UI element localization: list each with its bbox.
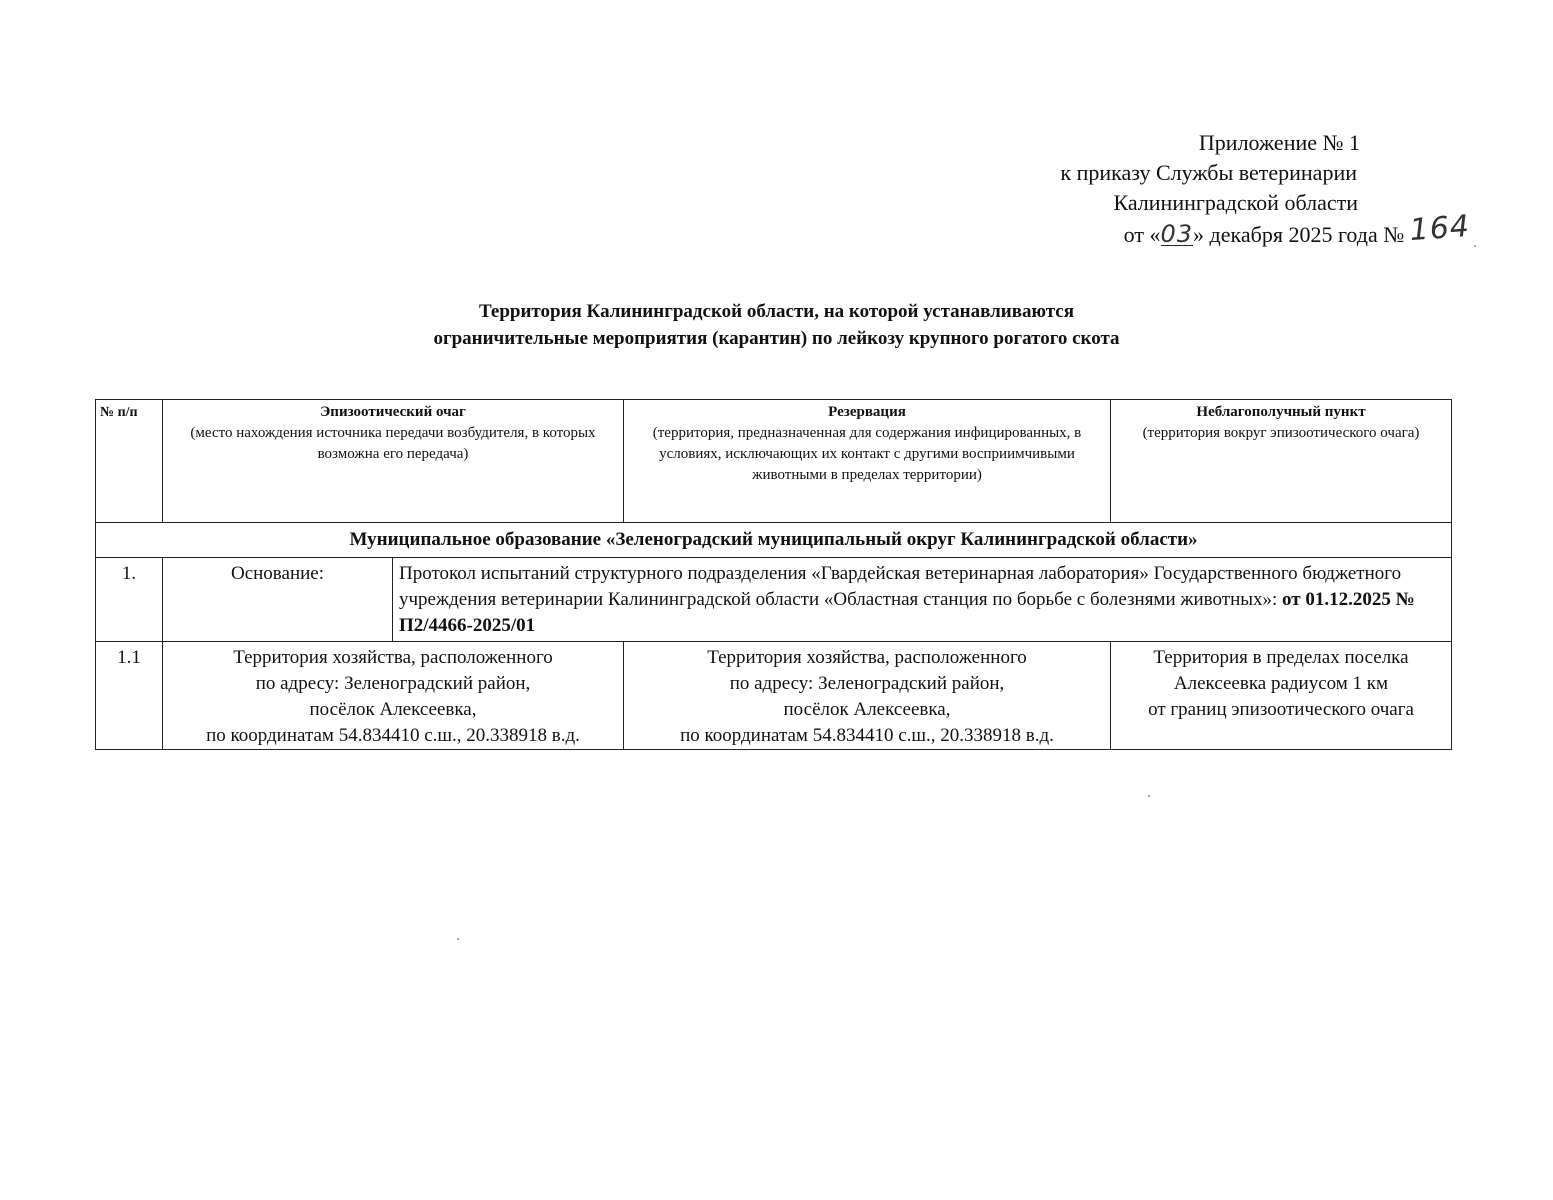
header-focus xyxy=(163,400,624,523)
row-focus-line-1: Территория хозяйства, расположенного xyxy=(233,647,553,668)
basis-text-bold: от 01.12.2025 № П2/4466-2025/01 xyxy=(399,589,1415,636)
appendix-line-4 xyxy=(1030,208,1471,250)
row-reservation-line-2: по адресу: Зеленоградский район, xyxy=(729,673,1005,694)
row-reservation-line-3: посёлок Алексеевка, xyxy=(783,699,951,720)
quarantine-table xyxy=(95,399,1452,750)
row-reservation-line-4: по координатам 54.834410 с.ш., 20.338918 в.д. xyxy=(680,725,1054,746)
row-focus-line-4: по координатам 54.834410 с.ш., 20.338918 в.д. xyxy=(206,725,580,746)
municipality-row xyxy=(96,523,1452,558)
handwritten-day: 03 xyxy=(1160,220,1194,248)
header-point-title: Неблагополучный пункт xyxy=(1196,404,1366,420)
basis-row xyxy=(96,558,1452,642)
row-focus-line-2: по адресу: Зеленоградский район, xyxy=(255,673,531,694)
row-reservation xyxy=(624,642,1111,750)
scan-speck xyxy=(1148,795,1150,797)
row-point xyxy=(1111,642,1452,750)
municipality-cell: Муниципальное образование «Зеленоградский муниципальный округ Калининградской области» xyxy=(96,523,1452,558)
scan-speck xyxy=(457,938,459,940)
row-focus-line-3: посёлок Алексеевка, xyxy=(309,699,477,720)
document-title xyxy=(200,298,1353,352)
scan-speck xyxy=(1474,245,1476,247)
appendix-line-2: к приказу Службы ветеринарии xyxy=(1060,160,1357,185)
appendix-date-middle: » декабря 2025 года № xyxy=(1193,222,1405,247)
title-line-2: ограничительные мероприятия (карантин) по лейкозу крупного рогатого скота xyxy=(433,328,1120,349)
row-point-line-1: Территория в пределах поселка xyxy=(1153,647,1409,668)
appendix-line-3: Калининградской области xyxy=(1113,190,1358,215)
header-reservation-title: Резервация xyxy=(828,404,906,420)
table-header-row xyxy=(96,400,1452,523)
header-point-sub: (территория вокруг эпизоотического очага) xyxy=(1142,425,1420,441)
title-line-1: Территория Калининградской области, на которой устанавливаются xyxy=(478,301,1075,322)
basis-text-cell xyxy=(393,558,1452,642)
header-reservation-sub: (территория, предназначенная для содержания инфицированных, в условиях, исключающих их контакт с другими восприимчивыми животными в пределах территории) xyxy=(652,425,1082,483)
table-row xyxy=(96,642,1452,750)
row-point-line-3: от границ эпизоотического очага xyxy=(1148,699,1414,720)
appendix-block xyxy=(1030,128,1470,250)
appendix-line-1: Приложение № 1 xyxy=(1198,130,1360,155)
header-num: № п/п xyxy=(96,400,163,523)
handwritten-order-number: 164 xyxy=(1408,208,1471,249)
basis-label: Основание: xyxy=(163,558,393,642)
appendix-date-prefix: от « xyxy=(1123,222,1161,247)
basis-num: 1. xyxy=(96,558,163,642)
row-focus xyxy=(163,642,624,750)
row-num: 1.1 xyxy=(96,642,163,750)
row-point-line-2: Алексеевка радиусом 1 км xyxy=(1173,673,1389,694)
header-focus-sub: (место нахождения источника передачи возбудителя, в которых возможна его передача) xyxy=(190,425,596,462)
header-focus-title: Эпизоотический очаг xyxy=(320,404,466,420)
header-point xyxy=(1111,400,1452,523)
basis-text: Протокол испытаний структурного подразделения «Гвардейская ветеринарная лаборатория» Государственного бюджетного учреждения ветеринарии Калининградской области «Областная станция по борьбе с болезнями животных»: xyxy=(399,563,1402,610)
header-reservation xyxy=(624,400,1111,523)
row-reservation-line-1: Территория хозяйства, расположенного xyxy=(707,647,1027,668)
